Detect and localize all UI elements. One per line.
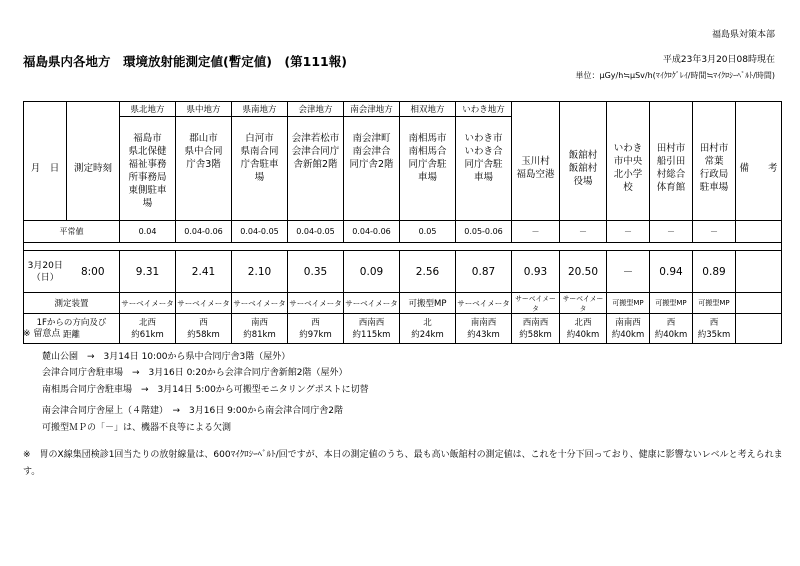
unit-label: 単位：μGy/h≒μSv/h(ﾏｲｸﾛｸﾞﾚｲ/時間≒ﾏｲｸﾛｼｰﾍﾞﾙﾄ/時間)	[575, 71, 775, 80]
notes-heading: ※ 留意点	[23, 329, 61, 339]
device-cell: サーベイメータ	[456, 293, 512, 314]
place-cell: 会津若松市 会津合同庁 舎新館2階	[288, 117, 344, 221]
distance-cell: 南南西 約40km	[607, 314, 650, 344]
note-item: 麓山公園 → 3月14日 10:00から県中合同庁舎3階（屋外）	[42, 352, 291, 362]
value-cell: 0.87	[456, 251, 512, 293]
header-blank-cell	[560, 102, 607, 117]
note-item: 可搬型ＭＰの「－」は、機器不良等による欠測	[42, 423, 232, 433]
remarks-cell	[736, 251, 782, 293]
gap-cell	[456, 243, 512, 251]
baseline-cell: 0.04	[120, 221, 176, 243]
baseline-label: 平常値	[24, 221, 120, 243]
device-row	[24, 293, 782, 314]
note-item: 南会津合同庁舎屋上（４階建） → 3月16日 9:00から南会津合同庁舎2階	[42, 406, 344, 416]
gap-cell	[67, 243, 120, 251]
device-cell: サーベイメータ	[232, 293, 288, 314]
place-cell: いわき市 いわき合 同庁舎駐 車場	[456, 117, 512, 221]
device-cell: 可搬型MP	[607, 293, 650, 314]
gap-cell	[650, 243, 693, 251]
place-cell: 白河市 県南合同 庁舎駐車 場	[232, 117, 288, 221]
baseline-cell: 0.05-0.06	[456, 221, 512, 243]
baseline-cell: －	[560, 221, 607, 243]
place-cell: 南相馬市 南相馬合 同庁舎駐 車場	[400, 117, 456, 221]
place-cell: 郡山市 県中合同 庁舎3階	[176, 117, 232, 221]
device-cell: 可搬型MP	[650, 293, 693, 314]
header-blank-cell	[650, 102, 693, 117]
header-blank-cell	[607, 102, 650, 117]
baseline-cell: －	[607, 221, 650, 243]
device-cell: サーベイメータ	[560, 293, 607, 314]
gap-cell	[24, 243, 67, 251]
device-cell: サーベイメータ	[288, 293, 344, 314]
remarks-header: 備 考	[736, 117, 782, 221]
place-cell: 田村市 船引田 村総合 体育館	[650, 117, 693, 221]
distance-cell: 南西 約81km	[232, 314, 288, 344]
issuer-label: 福島県対策本部	[711, 30, 775, 40]
value-cell: 20.50	[560, 251, 607, 293]
baseline-cell: 0.04-0.05	[288, 221, 344, 243]
baseline-cell: －	[650, 221, 693, 243]
baseline-cell: 0.04-0.05	[232, 221, 288, 243]
region-cell: 相双地方	[400, 102, 456, 117]
month-day-header: 月 日	[24, 117, 67, 221]
place-cell: 福島市 県北保健 福祉事務 所事務局 東側駐車 場	[120, 117, 176, 221]
distance-row	[24, 314, 782, 344]
place-cell: 玉川村 福島空港	[512, 117, 560, 221]
baseline-cell: －	[693, 221, 736, 243]
value-cell: 0.35	[288, 251, 344, 293]
remarks-cell	[736, 293, 782, 314]
region-cell: 会津地方	[288, 102, 344, 117]
baseline-row	[24, 221, 782, 243]
baseline-cell: 0.05	[400, 221, 456, 243]
remarks-cell	[736, 221, 782, 243]
distance-cell: 北西 約61km	[120, 314, 176, 344]
value-cell: 2.56	[400, 251, 456, 293]
value-cell: 9.31	[120, 251, 176, 293]
region-cell: 南会津地方	[344, 102, 400, 117]
gap-cell	[607, 243, 650, 251]
distance-cell: 北西 約40km	[560, 314, 607, 344]
place-row	[24, 117, 782, 221]
baseline-cell: －	[512, 221, 560, 243]
measurement-date: 3月20日 （日）	[24, 251, 67, 293]
gap-cell	[560, 243, 607, 251]
gap-row	[24, 243, 782, 251]
report-date: 平成23年3月20日08時現在	[662, 55, 775, 65]
distance-cell: 西南西 約58km	[512, 314, 560, 344]
radiation-table	[23, 101, 782, 344]
distance-cell: 北 約24km	[400, 314, 456, 344]
gap-cell	[512, 243, 560, 251]
device-cell: サーベイメータ	[176, 293, 232, 314]
distance-cell: 西 約40km	[650, 314, 693, 344]
gap-cell	[232, 243, 288, 251]
region-cell: 県南地方	[232, 102, 288, 117]
distance-cell: 西南西 約115km	[344, 314, 400, 344]
region-cell: いわき地方	[456, 102, 512, 117]
gap-cell	[120, 243, 176, 251]
measurement-time: 8:00	[67, 251, 120, 293]
gap-cell	[288, 243, 344, 251]
device-label: 測定装置	[24, 293, 120, 314]
place-cell: 南会津町 南会津合 同庁舎2階	[344, 117, 400, 221]
baseline-cell: 0.04-0.06	[344, 221, 400, 243]
header-blank-cell	[512, 102, 560, 117]
distance-cell: 西 約35km	[693, 314, 736, 344]
distance-cell: 西 約58km	[176, 314, 232, 344]
value-cell: 0.93	[512, 251, 560, 293]
device-cell: サーベイメータ	[512, 293, 560, 314]
gap-cell	[176, 243, 232, 251]
value-cell: 0.94	[650, 251, 693, 293]
gap-cell	[400, 243, 456, 251]
remarks-cell	[736, 314, 782, 344]
region-cell: 県中地方	[176, 102, 232, 117]
value-cell: －	[607, 251, 650, 293]
distance-label: 1Fからの方向及び 距離	[24, 314, 120, 344]
region-row	[24, 102, 782, 117]
note-item: 南相馬合同庁舎駐車場 → 3月14日 5:00から可搬型モニタリングポストに切替	[42, 385, 369, 395]
page-title: 福島県内各地方 環境放射能測定値(暫定値) (第111報)	[23, 54, 347, 69]
gap-cell	[736, 243, 782, 251]
header-blank-cell	[736, 102, 782, 117]
header-blank-cell	[24, 102, 67, 117]
value-cell: 0.09	[344, 251, 400, 293]
header-blank-cell	[693, 102, 736, 117]
device-cell: 可搬型MP	[693, 293, 736, 314]
value-cell: 2.41	[176, 251, 232, 293]
device-cell: サーベイメータ	[344, 293, 400, 314]
footnote: ※ 胃のX線集団検診1回当たりの放射線量は、600ﾏｲｸﾛｼｰﾍﾞﾙﾄ/回ですが、本日の測定値のうち、最も高い飯舘村の測定値は、これを十分下回っており、健康に影響ないレベルと考えられます。	[23, 450, 783, 477]
time-header: 測定時刻	[67, 117, 120, 221]
note-item: 会津合同庁舎駐車場 → 3月16日 0:20から会津合同庁舎新館2階（屋外）	[42, 368, 348, 378]
measurement-row	[24, 251, 782, 293]
header-blank-cell	[67, 102, 120, 117]
value-cell: 0.89	[693, 251, 736, 293]
value-cell: 2.10	[232, 251, 288, 293]
device-cell: サーベイメータ	[120, 293, 176, 314]
baseline-cell: 0.04-0.06	[176, 221, 232, 243]
place-cell: いわき 市中央 北小学 校	[607, 117, 650, 221]
gap-cell	[693, 243, 736, 251]
distance-cell: 南南西 約43km	[456, 314, 512, 344]
device-cell: 可搬型MP	[400, 293, 456, 314]
distance-cell: 西 約97km	[288, 314, 344, 344]
gap-cell	[344, 243, 400, 251]
region-cell: 県北地方	[120, 102, 176, 117]
place-cell: 飯舘村 飯舘村 役場	[560, 117, 607, 221]
place-cell: 田村市 常葉 行政局 駐車場	[693, 117, 736, 221]
